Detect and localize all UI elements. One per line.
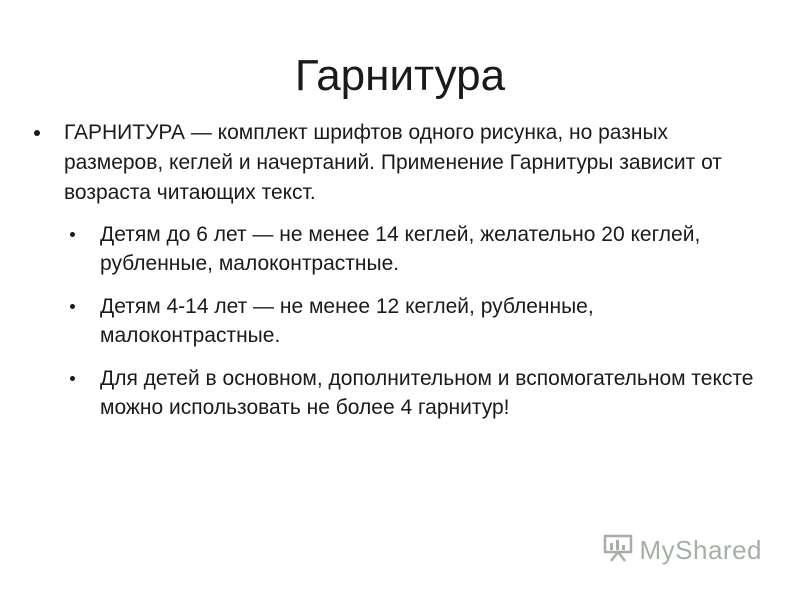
sub-bullet-item (66, 364, 770, 422)
sub-bullet-text: Для детей в основном, дополнительном и вспомогательном тексте можно использовать не более 4 гарнитур! (100, 367, 754, 419)
bullet-dot-icon (70, 376, 75, 381)
bullet-text: ГАРНИТУРА — комплект шрифтов одного рисунка, но разных размеров, кеглей и начертаний. Применение Гарнитуры зависит от возраста читающих текст. (64, 121, 722, 204)
bullet-dot-icon (34, 130, 40, 136)
bullet-dot-icon (70, 304, 75, 309)
sub-bullet-text: Детям до 6 лет — не менее 14 кеглей, желательно 20 кеглей, рубленные, малоконтрастные. (100, 223, 701, 275)
watermark (602, 533, 763, 568)
bullet-dot-icon (70, 232, 75, 237)
sub-bullet-item (66, 292, 770, 350)
presentation-board-icon (602, 533, 634, 568)
sub-bullet-item (66, 220, 770, 278)
sub-bullet-text: Детям 4-14 лет — не менее 12 кеглей, рубленные, малоконтрастные. (100, 295, 594, 347)
slide-content (30, 118, 770, 436)
slide-title: Гарнитура (294, 51, 506, 100)
bullet-item (30, 118, 770, 208)
watermark-text: MyShared (639, 535, 762, 565)
